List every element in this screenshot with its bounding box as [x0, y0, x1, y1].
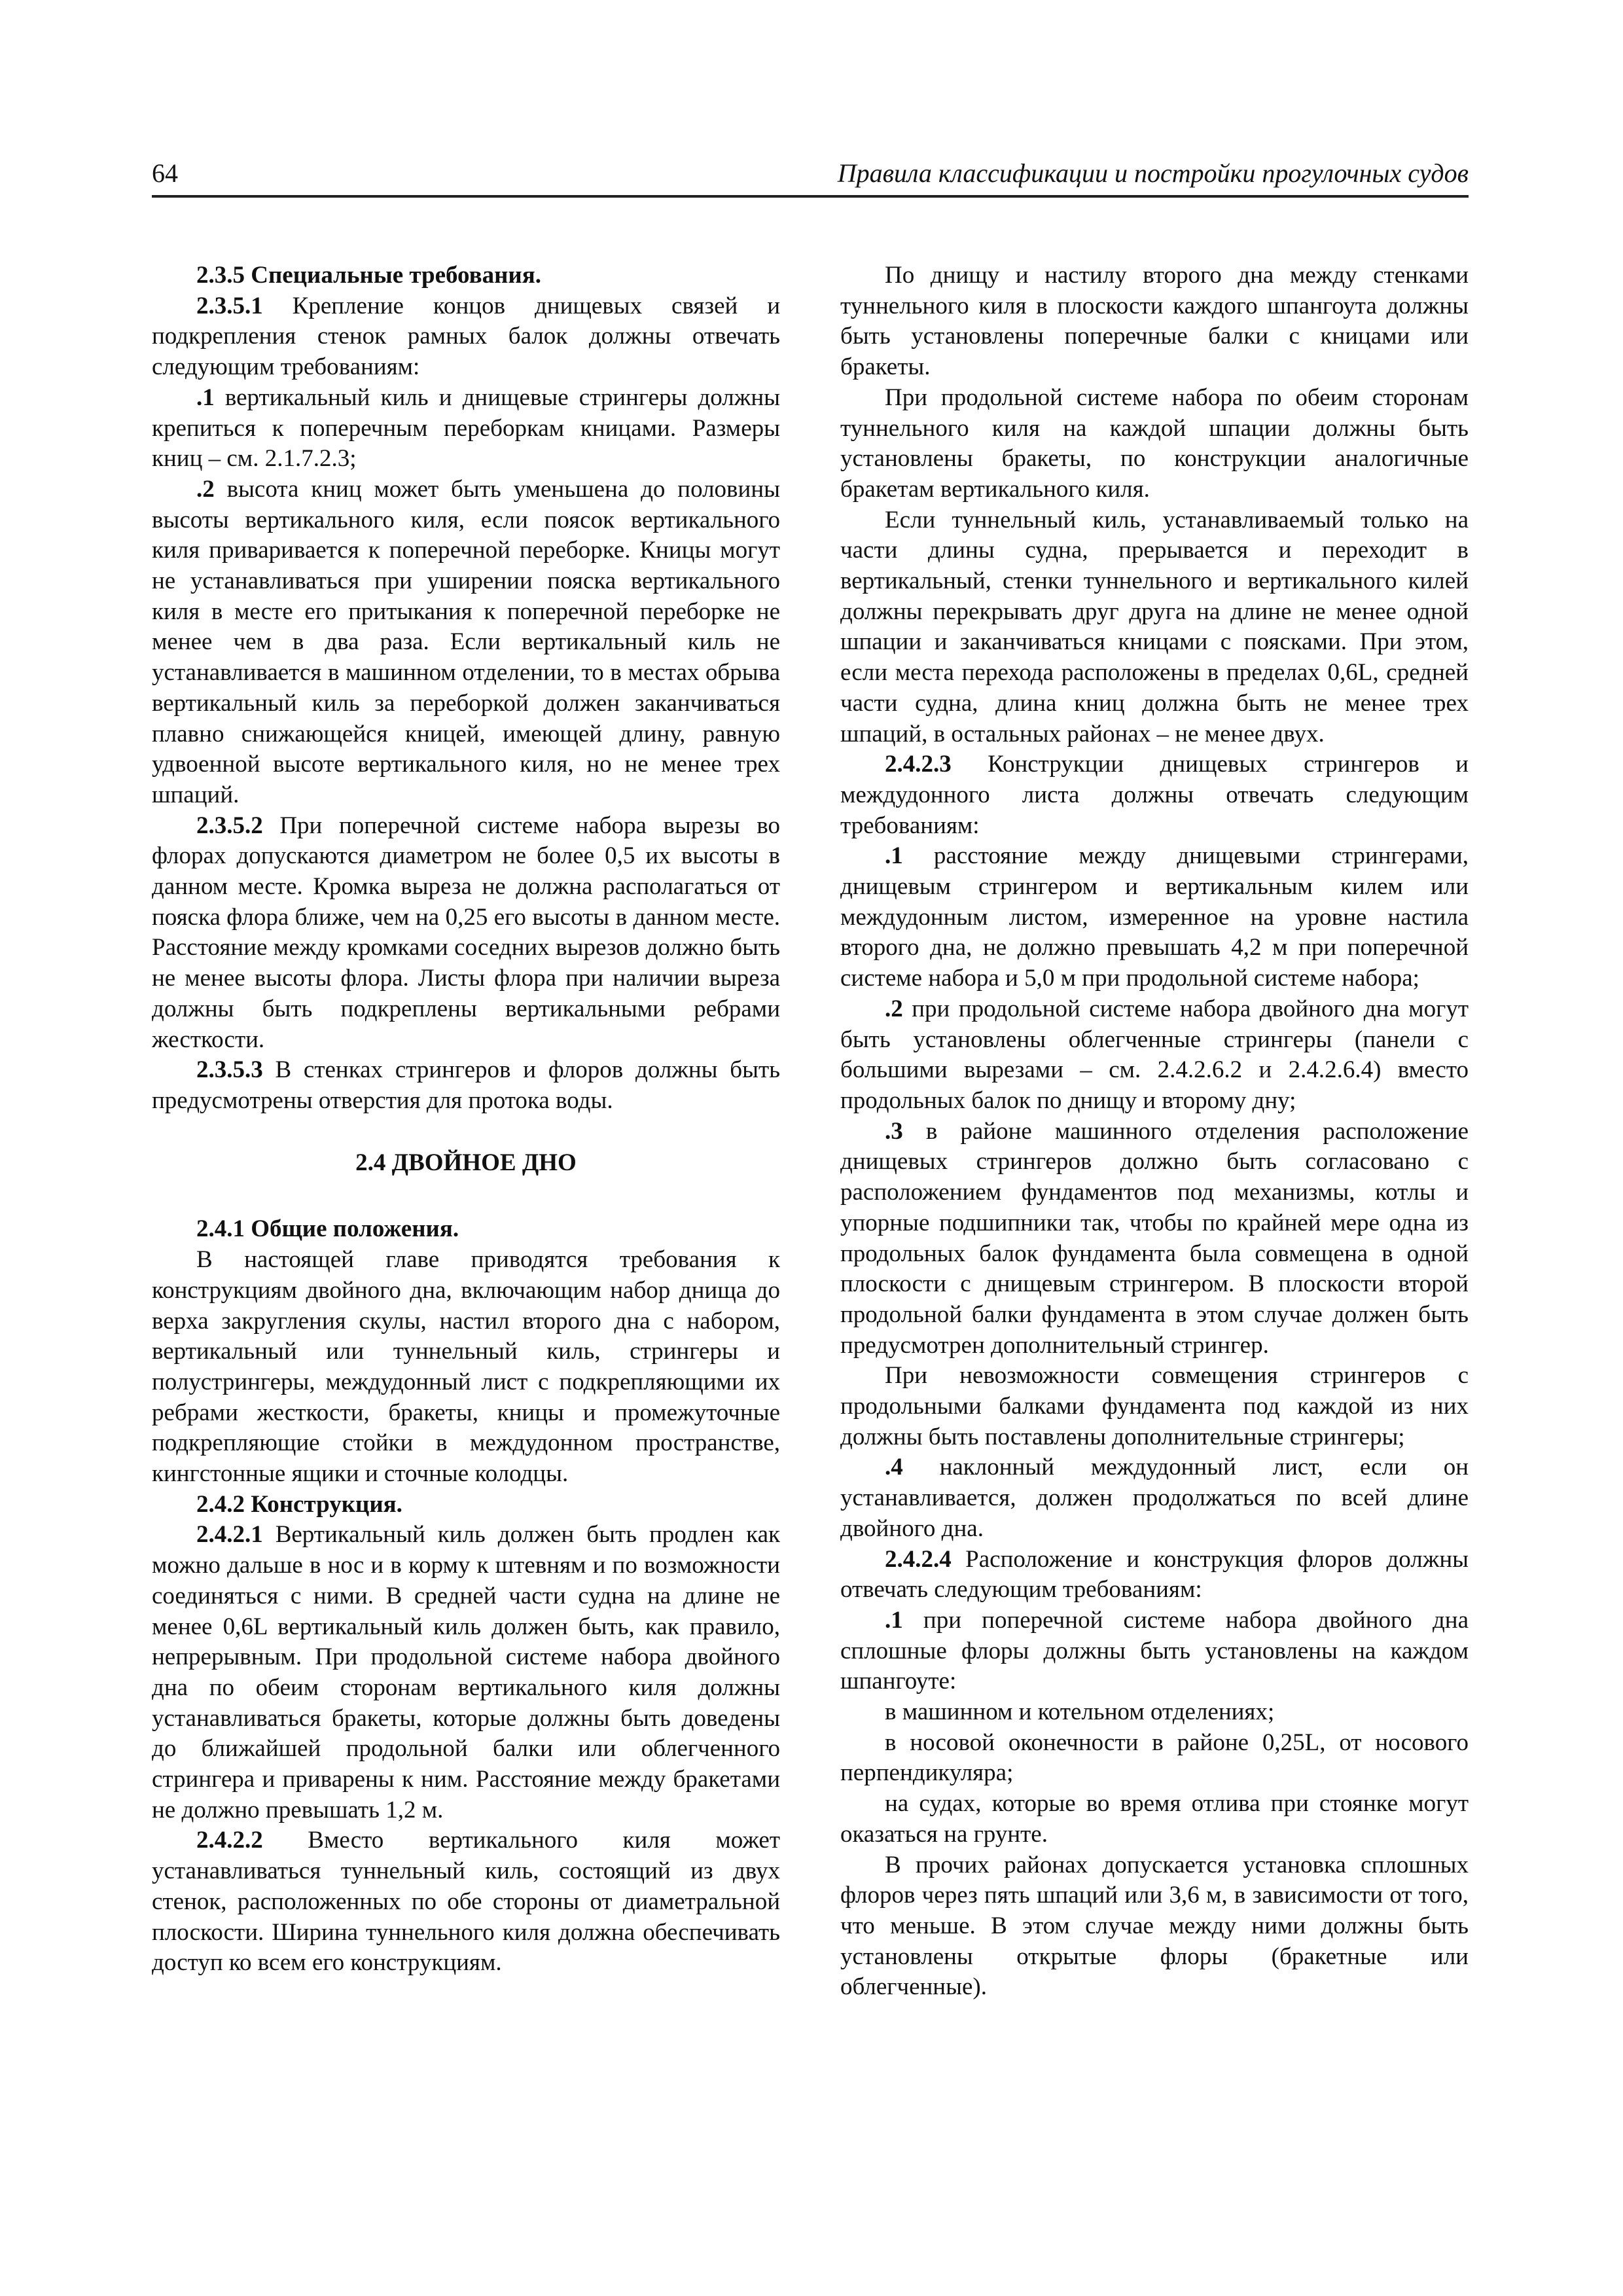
- running-title: Правила классификации и постройки прогулочных судов: [837, 158, 1469, 188]
- paragraph-2-3-5-1: [152, 291, 780, 383]
- item-number: .4: [885, 1454, 903, 1481]
- paragraph-text: Вертикальный киль должен быть продлен как можно дальше в нос и в корму к штевням и по возможности соединяться с ними. В средней части судна на длине не менее 0,6L вертикальный киль должен быть, как правило, непрерывным. При продольной системе набора двойного дна по обеим сторонам вертикального киля должны устанавливаться бракеты, которые должны быть доведены до ближайшей продольной балки или облегченного стрингера и приварены к ним. Расстояние между бракетами не должно превышать 1,2 м.: [152, 1521, 780, 1823]
- floor-location-grounding: на судах, которые во время отлива при стоянке могут оказаться на грунте.: [840, 1790, 1469, 1848]
- paragraph-other-areas: В прочих районах допускается установка сплошных флоров через пять шпаций или 3,6 м, в зависимости от того, что меньше. В этом случае между ними должны быть установлены открытые флоры (бракетные или облегченные).: [840, 1851, 1469, 2001]
- item-number: .1: [196, 384, 215, 411]
- clause-number: 2.4.2.3: [885, 751, 952, 778]
- paragraph-tunnel-keel-beams: По днищу и настилу второго дна между стенками туннельного киля в плоскости каждого шпангоута должны быть установлены поперечные балки с кницами или бракеты.: [840, 262, 1469, 381]
- paragraph-2-4-2-1: [152, 1520, 780, 1825]
- list-item-2: [152, 475, 780, 811]
- paragraph-2-4-2-3: [840, 749, 1469, 841]
- floor-location-engine-room: в машинном и котельном отделениях;: [885, 1698, 1275, 1726]
- clause-number: 2.3.5.1: [196, 292, 263, 319]
- list-item-floors-1: [840, 1605, 1469, 1697]
- paragraph-text: Вместо вертикального киля может устанавливаться туннельный киль, состоящий из двух стенок, расположенных по обе стороны от диаметральной плоскости. Ширина туннельного киля должна обеспечивать доступ ко всем его конструкциям.: [152, 1827, 780, 1977]
- left-column: [152, 260, 780, 1979]
- paragraph-text: наклонный междудонный лист, если он устанавливается, должен продолжаться по всей длине двойного дна.: [840, 1454, 1469, 1542]
- item-number: .2: [196, 475, 215, 503]
- paragraph-2-4-2-4: [840, 1545, 1469, 1605]
- paragraph-text: При поперечной системе набора вырезы во флорах допускаются диаметром не более 0,5 их высоты в данном месте. Кромка выреза не должна располагаться от пояска флора ближе, чем на 0,25 его высоты в данном месте. Расстояние между кромками соседних вырезов должно быть не менее высоты флора. Листы флора при наличии выреза должны быть подкреплены вертикальными ребрами жесткости.: [152, 812, 780, 1053]
- paragraph-additional-stringers: При невозможности совмещения стрингеров с продольными балками фундамента под каждой из них должны быть поставлены дополнительные стрингеры;: [840, 1362, 1469, 1450]
- list-item-1: [840, 841, 1469, 994]
- paragraph-text: при поперечной системе набора двойного дна сплошные флоры должны быть установлены на каждом шпангоуте:: [840, 1606, 1469, 1695]
- item-number: .1: [885, 842, 903, 870]
- list-item-2: [840, 994, 1469, 1117]
- clause-number: 2.4.2.4: [885, 1545, 952, 1573]
- paragraph-tunnel-keel-brackets: При продольной системе набора по обеим сторонам туннельного киля на каждой шпации должны быть установлены бракеты, по конструкции аналогичные бракетам вертикального киля.: [840, 384, 1469, 503]
- item-number: .1: [885, 1606, 903, 1634]
- paragraph-text: в районе машинного отделения расположение днищевых стрингеров должно быть согласовано с расположением фундаментов под механизмы, котлы и упорные подшипники так, чтобы по крайней мере одна из продольных балок фундамента была совмещена в одной плоскости с днищевым стрингером. В плоскости второй продольной балки фундамента в этом случае должен быть предусмотрен дополнительный стрингер.: [840, 1117, 1469, 1359]
- paragraph-2-4-2-2: [152, 1825, 780, 1979]
- paragraph-text: вертикальный киль и днищевые стрингеры должны крепиться к поперечным переборкам кницами. Размеры книц – см. 2.1.7.2.3;: [152, 384, 780, 473]
- paragraph-text: Конструкции днищевых стрингеров и междудонного листа должны отвечать следующим требованиям:: [840, 751, 1469, 839]
- paragraph-text: при продольной системе набора двойного дна могут быть установлены облегченные стрингеры (панели с большими вырезами – см. 2.4.2.6.2 и 2.4.2.6.4) вместо продольных балок по днищу и второму дну;: [840, 995, 1469, 1114]
- section-heading-2-4-1: 2.4.1 Общие положения.: [196, 1215, 459, 1243]
- section-heading-2-3-5: 2.3.5 Специальные требования.: [196, 262, 541, 289]
- page-number: 64: [152, 158, 178, 188]
- clause-number: 2.4.2.1: [196, 1521, 263, 1549]
- paragraph-text: высота книц может быть уменьшена до половины высоты вертикального киля, если поясок вертикального киля приваривается к поперечной переборке. Кницы могут не устанавливаться при уширении пояска вертикального киля в месте его притыкания к поперечной переборке не менее чем в два раза. Если вертикальный киль не устанавливается в машинном отделении, то в местах обрыва вертикальный киль за переборкой должен заканчиваться плавно снижающейся кницей, имеющей длину, равную удвоенной высоте вертикального киля, но не менее трех шпаций.: [152, 475, 780, 808]
- paragraph-text: Крепление концов днищевых связей и подкрепления стенок рамных балок должны отвечать следующим требованиям:: [152, 292, 780, 381]
- paragraph-2-4-1: В настоящей главе приводятся требования к конструкциям двойного дна, включающим набор днища до верха закругления скулы, настил второго дна с набором, вертикальный или туннельный киль, стрингеры и полустрингеры, междудонный лист с подкрепляющими их ребрами жесткости, бракеты, кницы и промежуточные подкрепляющие стойки в междудонном пространстве, кингстонные ящики и сточные колодцы.: [152, 1246, 780, 1488]
- paragraph-text: расстояние между днищевыми стрингерами, днищевым стрингером и вертикальным килем или междудонным листом, измеренное на уровне настила второго дна, не должно превышать 4,2 м при поперечной системе набора и 5,0 м при продольной системе набора;: [840, 842, 1469, 992]
- clause-number: 2.3.5.2: [196, 812, 263, 839]
- floor-location-bow: в носовой оконечности в районе 0,25L, от носового перпендикуляра;: [840, 1729, 1469, 1787]
- right-column: [840, 260, 1469, 2003]
- section-heading-2-4-2: 2.4.2 Конструкция.: [196, 1490, 402, 1518]
- chapter-heading-2-4: 2.4 ДВОЙНОЕ ДНО: [355, 1149, 577, 1176]
- running-header: [152, 152, 1469, 198]
- paragraph-text: Расположение и конструкция флоров должны отвечать следующим требованиям:: [840, 1545, 1469, 1604]
- paragraph-2-3-5-2: [152, 811, 780, 1056]
- list-item-4: [840, 1452, 1469, 1544]
- paragraph-text: В стенках стрингеров и флоров должны быть предусмотрены отверстия для протока воды.: [152, 1056, 780, 1114]
- item-number: .2: [885, 995, 903, 1022]
- paragraph-2-3-5-3: [152, 1055, 780, 1116]
- list-item-1: [152, 383, 780, 475]
- item-number: .3: [885, 1117, 903, 1145]
- paragraph-tunnel-keel-transition: Если туннельный киль, устанавливаемый только на части длины судна, прерывается и переходит в вертикальный, стенки туннельного и вертикального килей должны перекрывать друг друга на длине не менее одной шпации и заканчиваться кницами с поясками. При этом, если места перехода расположены в пределах 0,6L, средней части судна, длина книц должна быть не менее трех шпаций, в остальных районах – не менее двух.: [840, 506, 1469, 747]
- clause-number: 2.4.2.2: [196, 1827, 263, 1854]
- clause-number: 2.3.5.3: [196, 1056, 263, 1084]
- list-item-3: [840, 1117, 1469, 1361]
